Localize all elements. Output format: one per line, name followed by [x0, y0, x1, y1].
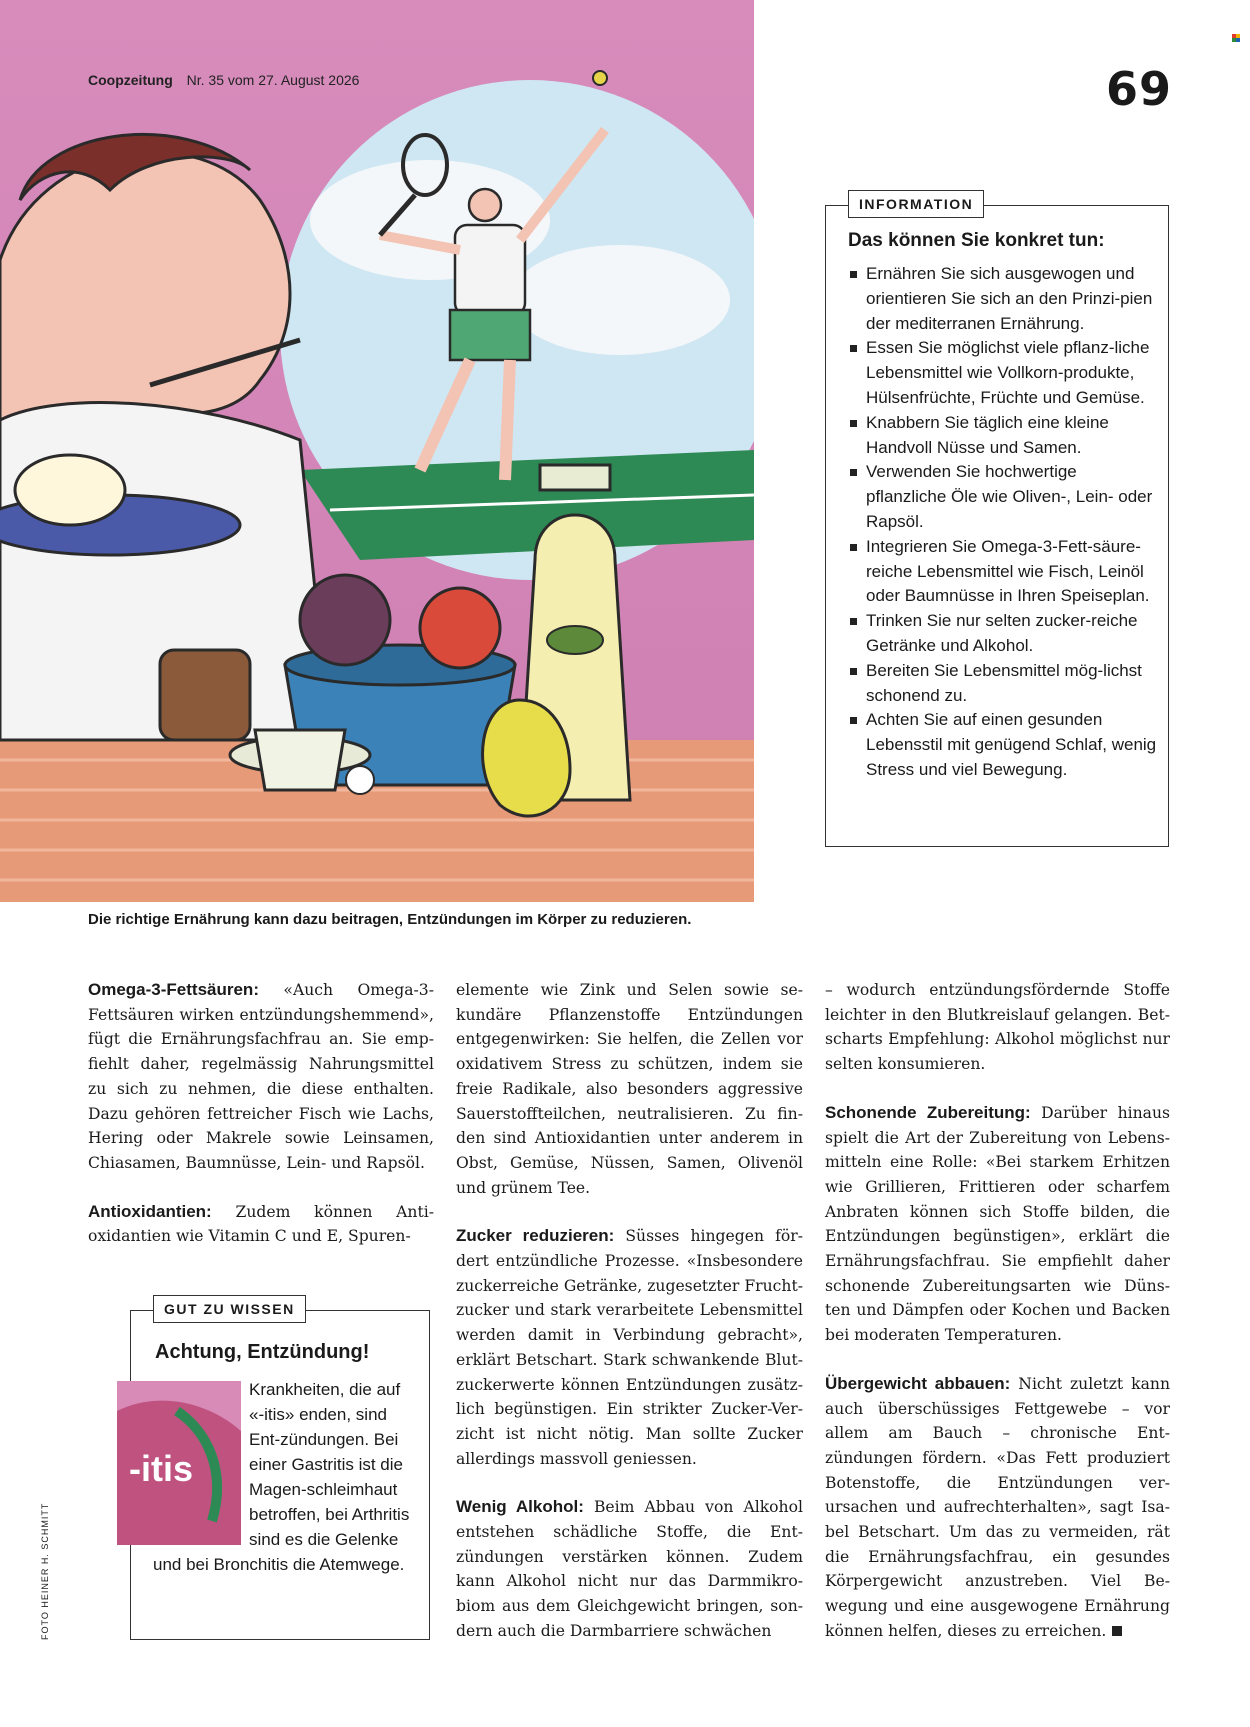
paragraph: – wodurch entzündungsfördernde Stoffe leichter in den Blutkreislauf gelangen. Bet-scharts Empfehlung: Alkohol möglichst nur selten konsumieren. [825, 981, 1170, 1074]
corner-logo-icon [1232, 34, 1240, 42]
issue-info: Nr. 35 vom 27. August 2026 [186, 72, 360, 88]
paragraph-lead: Omega-3-Fettsäuren: [88, 980, 259, 999]
paragraph-lead: Übergewicht abbauen: [825, 1373, 1011, 1393]
gut-zu-wissen-tag: GUT ZU WISSEN [153, 1295, 306, 1323]
gut-zu-wissen-title: Achtung, Entzündung! [155, 1341, 370, 1363]
article-column-3 [825, 978, 1170, 1668]
list-item: Integrieren Sie Omega-3-Fett-säure-reiche Lebensmittel wie Fisch, Leinöl oder Baumnüsse in Ihren Speiseplan. [848, 535, 1158, 609]
list-item: Essen Sie möglichst viele pflanz-liche Lebensmittel wie Vollkorn-produkte, Hülsenfrüchte, Früchte und Gemüse. [848, 336, 1158, 410]
information-tag: INFORMATION [848, 190, 984, 218]
article-column-2 [456, 978, 803, 1668]
list-item: Achten Sie auf einen gesunden Lebensstil mit genügend Schlaf, wenig Stress und viel Bewegung. [848, 708, 1158, 782]
gut-zu-wissen-text: Krankheiten, die auf «-itis» enden, sind Ent-zündungen. Bei einer Gastritis ist die Magen-schleimhaut betroffen, bei Arthritis sind es die Gelenke und bei Bronchitis die Atemwege. [153, 1380, 410, 1574]
end-mark-icon [1112, 1626, 1122, 1636]
article-column-1 [88, 978, 434, 1273]
page-number: 69 [1105, 62, 1172, 116]
itis-illustration [117, 1381, 241, 1545]
list-item: Bereiten Sie Lebensmittel mög-lichst schonend zu. [848, 659, 1158, 709]
photo-credit: FOTO HEINER H. SCHMITT [40, 1502, 50, 1640]
itis-label: -itis [129, 1448, 194, 1489]
list-item: Trinken Sie nur selten zucker-reiche Getränke und Alkohol. [848, 609, 1158, 659]
list-item: Knabbern Sie täglich eine kleine Handvoll Nüsse und Samen. [848, 411, 1158, 461]
list-item: Verwenden Sie hochwertige pflanzliche Öle wie Oliven-, Lein- oder Rapsöl. [848, 460, 1158, 534]
information-box [825, 196, 1169, 847]
paragraph-lead: Antioxidantien: [88, 1201, 212, 1221]
paragraph: elemente wie Zink und Selen sowie se-kundäre Pflanzenstoffe Entzündungen entgegenwirken: Sie helfen, die Zellen vor oxidativem Stress zu schützen, indem sie freie Radikale, also besonders aggressive Sauerstoffteilchen, neutralisieren. Zu fin-den sind Antioxidantien unter anderem in Obst, Gemüse, Nüssen, Samen, Olivenöl und grünem Tee. [456, 981, 803, 1197]
tips-list [848, 262, 1158, 783]
paragraph: Zucker reduzieren: Süsses hingegen för-dert entzündliche Prozesse. «Insbesondere zuckerreiche Getränke, zugesetzter Frucht-zucker und stark verarbeitete Lebensmittel werden damit in Verbindung gebracht», erklärt Betschart. Stark schwankende Blut-zuckerwerte können Entzündungen zusätz-lich begünstigen. Ein strikter Zucker-Ver-zicht ist nicht nötig. Man sollte Zucker allerdings massvoll geniessen. [456, 1226, 803, 1468]
page-header [88, 72, 359, 88]
paragraph: Wenig Alkohol: Beim Abbau von Alkohol entstehen schädliche Stoffe, die Ent-zündungen verstärken können. Zudem kann Alkohol nicht nur das Darmmikro-biom aus dem Gleichgewicht bringen, son-dern auch die Darmbarriere schwächen [456, 1497, 803, 1640]
paragraph-lead: Zucker reduzieren: [456, 1226, 615, 1246]
image-caption: Die richtige Ernährung kann dazu beitragen, Entzündungen im Körper zu reduzieren. [88, 911, 692, 928]
paragraph: Omega-3-Fettsäuren: «Auch Omega-3-Fettsäuren wirken entzündungshemmend», fügt die Ernährungsfachfrau an. Sie emp-fiehlt daher, regelmässig Nahrungsmittel zu sich zu nehmen, die diese enthalten. Dazu gehören fettreicher Fisch wie Lachs, Hering oder Makrele sowie Leinsamen, Chiasamen, Baumnüsse, Lein- und Rapsöl. [88, 980, 434, 1172]
gut-zu-wissen-box [129, 1301, 430, 1640]
paragraph: Schonende Zubereitung: Darüber hinaus spielt die Art der Zubereitung von Lebens-mitteln eine Rolle: «Bei starkem Erhitzen wie Grillieren, Frittieren oder scharfem Anbraten können sich Stoffe bilden, die Entzündungen begünstigen», erklärt die Ernährungsfachfrau. Sie empfiehlt daher schonende Zubereitungsarten wie Düns-ten und Dämpfen oder Kochen und Backen bei moderaten Temperaturen. [825, 1102, 1170, 1345]
paragraph: Übergewicht abbauen: Nicht zuletzt kann auch überschüssiges Fettgewebe – vor allem am Bauch – chronische Ent-zündungen fördern. «Das Fett produziert Botenstoffe, die Entzündungen ver-ursachen und aufrechterhalten», sagt Isa-bel Betschart. Um das zu vermeiden, rät die Ernährungsfachfrau, ein gesundes Körpergewicht anzustreben. Viel Be-wegung und eine ausgewogene Ernährung können helfen, dieses zu erreichen. [825, 1373, 1170, 1640]
paragraph-lead: Wenig Alkohol: [456, 1497, 584, 1517]
paragraph-lead: Schonende Zubereitung: [825, 1102, 1031, 1122]
publication-name: Coopzeitung [88, 72, 173, 88]
list-item: Ernähren Sie sich ausgewogen und orientieren Sie sich an den Prinzi-pien der mediterranen Ernährung. [848, 262, 1158, 336]
paragraph: Antioxidantien: Zudem können Anti-oxidantien wie Vitamin C und E, Spuren- [88, 1201, 434, 1246]
information-title: Das können Sie konkret tun: [848, 230, 1105, 251]
hero-illustration [0, 0, 754, 902]
